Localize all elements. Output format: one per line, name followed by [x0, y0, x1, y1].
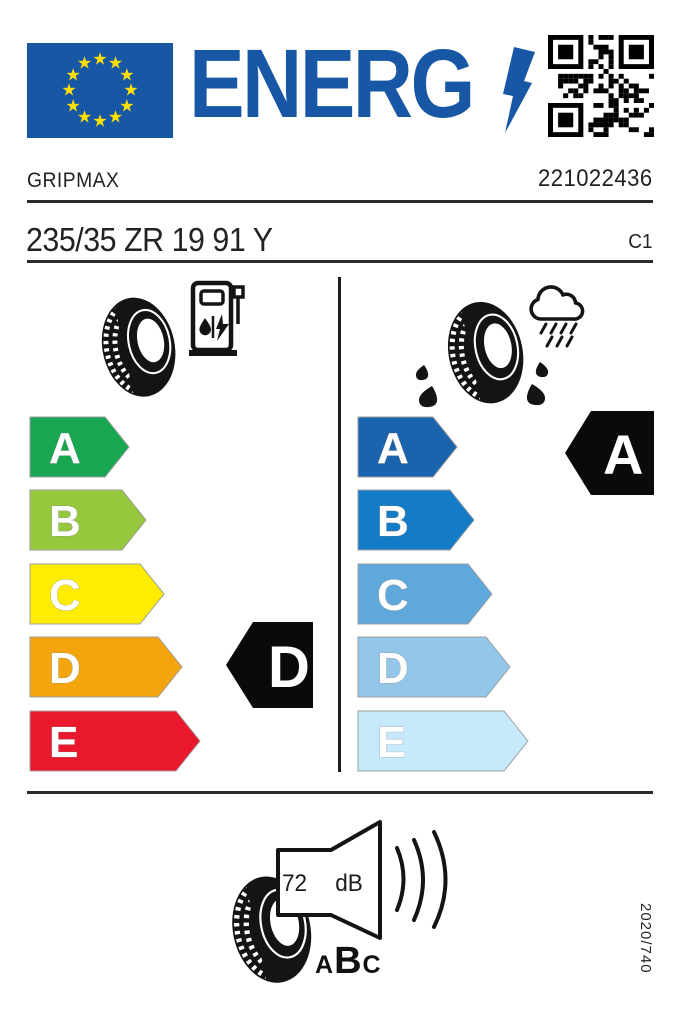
lightning-bolt-icon	[501, 47, 535, 133]
flag-star-icon: ★	[107, 107, 124, 127]
flag-star-icon: ★	[119, 96, 135, 115]
wet-grip-icon	[410, 274, 606, 410]
regulation-number: 2020/740	[637, 903, 654, 974]
fuel-class-bar-a	[29, 416, 131, 478]
energy-label-title: ENERG	[189, 29, 473, 138]
column-divider	[338, 277, 341, 772]
flag-star-icon: ★	[61, 80, 77, 100]
article-number: 221022436	[538, 165, 653, 192]
flag-star-icon: ★	[92, 111, 108, 131]
divider-line	[27, 200, 653, 203]
qr-code	[548, 35, 654, 142]
fuel-class-bar-d	[29, 636, 184, 698]
svg-text:C: C	[377, 571, 409, 620]
wet-rating-selector	[565, 410, 655, 496]
svg-text:A: A	[377, 424, 409, 473]
noise-class-b-highlighted: B	[334, 940, 362, 982]
fuel-efficiency-icon	[88, 276, 253, 408]
noise-value: 72	[282, 870, 308, 897]
noise-value-group	[282, 870, 363, 898]
svg-text:B: B	[377, 497, 409, 546]
flag-star-icon: ★	[76, 53, 93, 73]
noise-class-c: C	[362, 951, 381, 979]
wet-class-bar-d	[357, 636, 512, 698]
svg-text:E: E	[49, 718, 79, 767]
wet-class-bar-a	[357, 416, 459, 478]
wet-class-bar-e	[357, 710, 530, 772]
svg-text:B: B	[49, 497, 81, 546]
flag-star-icon: ★	[92, 49, 108, 69]
flag-star-icon: ★	[107, 53, 124, 73]
flag-star-icon: ★	[119, 65, 135, 84]
svg-text:C: C	[49, 571, 81, 620]
wet-class-bar-b	[357, 489, 476, 551]
flag-star-icon: ★	[65, 65, 81, 84]
svg-text:D: D	[49, 644, 81, 693]
noise-class-letters	[315, 940, 381, 983]
divider-line	[27, 791, 653, 794]
divider-line	[27, 260, 653, 263]
svg-text:D: D	[268, 635, 310, 700]
svg-text:D: D	[377, 644, 409, 693]
brand-name: GRIPMAX	[27, 169, 120, 192]
tyre-dimension: 235/35 ZR 19 91 Y	[26, 221, 273, 258]
flag-star-icon: ★	[76, 107, 93, 127]
tyre-class: C1	[628, 231, 653, 253]
noise-class-a: A	[315, 951, 334, 979]
svg-text:A: A	[49, 424, 81, 473]
fuel-rating-selector	[226, 621, 314, 709]
noise-icon	[218, 812, 563, 1007]
svg-text:A: A	[603, 423, 644, 486]
noise-unit: dB	[335, 870, 363, 897]
flag-star-icon: ★	[65, 96, 81, 115]
eu-flag-icon	[27, 43, 173, 138]
fuel-class-bar-e	[29, 710, 202, 772]
fuel-class-bar-b	[29, 489, 148, 551]
sound-waves-icon	[397, 832, 446, 927]
fuel-class-bar-c	[29, 563, 166, 625]
wet-class-bar-c	[357, 563, 494, 625]
flag-star-icon: ★	[123, 80, 139, 100]
svg-text:E: E	[377, 718, 407, 767]
